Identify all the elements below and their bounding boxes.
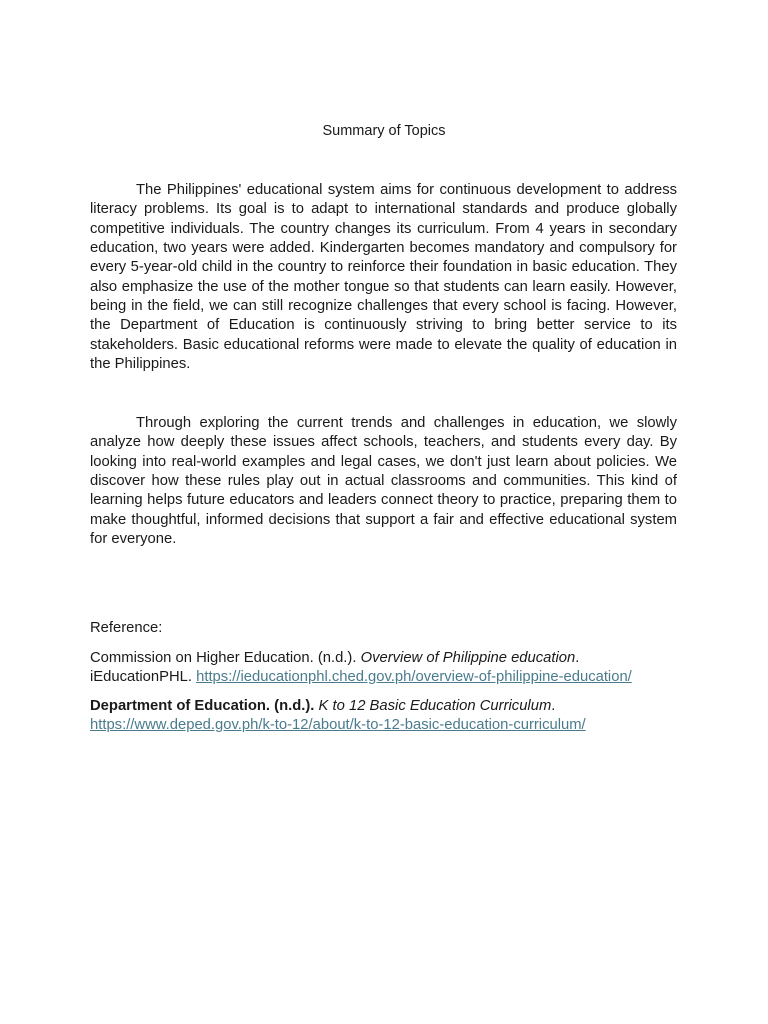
body-paragraph-2: Through exploring the current trends and challenges in education, we slowly analyze how deeply these issues affect schools, teachers, and students every day. By looking into real-world examples and legal cases, we don't just learn about policies. We discover how these rules play out in actual classrooms and communities. This kind of learning helps future educators and leaders connect theory to practice, preparing them to make thoughtful, informed decisions that support a fair and effective educational system for everyone. bbox=[90, 415, 677, 548]
reference-entry-1 bbox=[90, 649, 690, 687]
reference-link[interactable]: https://www.deped.gov.ph/k-to-12/about/k-to-12-basic-education-curriculum/ bbox=[90, 717, 586, 733]
reference-author: Department of Education. (n.d.). bbox=[90, 698, 319, 714]
reference-punctuation: . bbox=[551, 698, 556, 714]
body-paragraph-1: The Philippines' educational system aims for continuous development to address literacy problems. Its goal is to adapt to international standards and produce globally competitive individuals. The country changes its curriculum. From 4 years in secondary education, two years were added. Kindergarten becomes mandatory and compulsory for every 5-year-old child in the country to reinforce their foundation in basic education. They also emphasize the use of the mother tongue so that students can learn easily. However, being in the field, we can still recognize challenges that every school is facing. However, the Department of Education is continuously striving to bring better service to its stakeholders. Basic educational reforms were made to elevate the quality of education in the Philippines. bbox=[90, 182, 677, 373]
reference-heading: Reference: bbox=[90, 620, 163, 636]
page-title: Summary of Topics bbox=[322, 123, 446, 139]
reference-publisher: iEducationPHL. bbox=[90, 669, 197, 685]
reference-author: Commission on Higher Education. (n.d.). bbox=[90, 650, 361, 666]
reference-title: Overview of Philippine education bbox=[360, 650, 576, 666]
reference-link[interactable]: https://ieducationphl.ched.gov.ph/overview-of-philippine-education/ bbox=[196, 669, 632, 685]
reference-punctuation: . bbox=[575, 650, 580, 666]
reference-title: K to 12 Basic Education Curriculum bbox=[318, 698, 552, 714]
reference-entry-2 bbox=[90, 697, 690, 735]
